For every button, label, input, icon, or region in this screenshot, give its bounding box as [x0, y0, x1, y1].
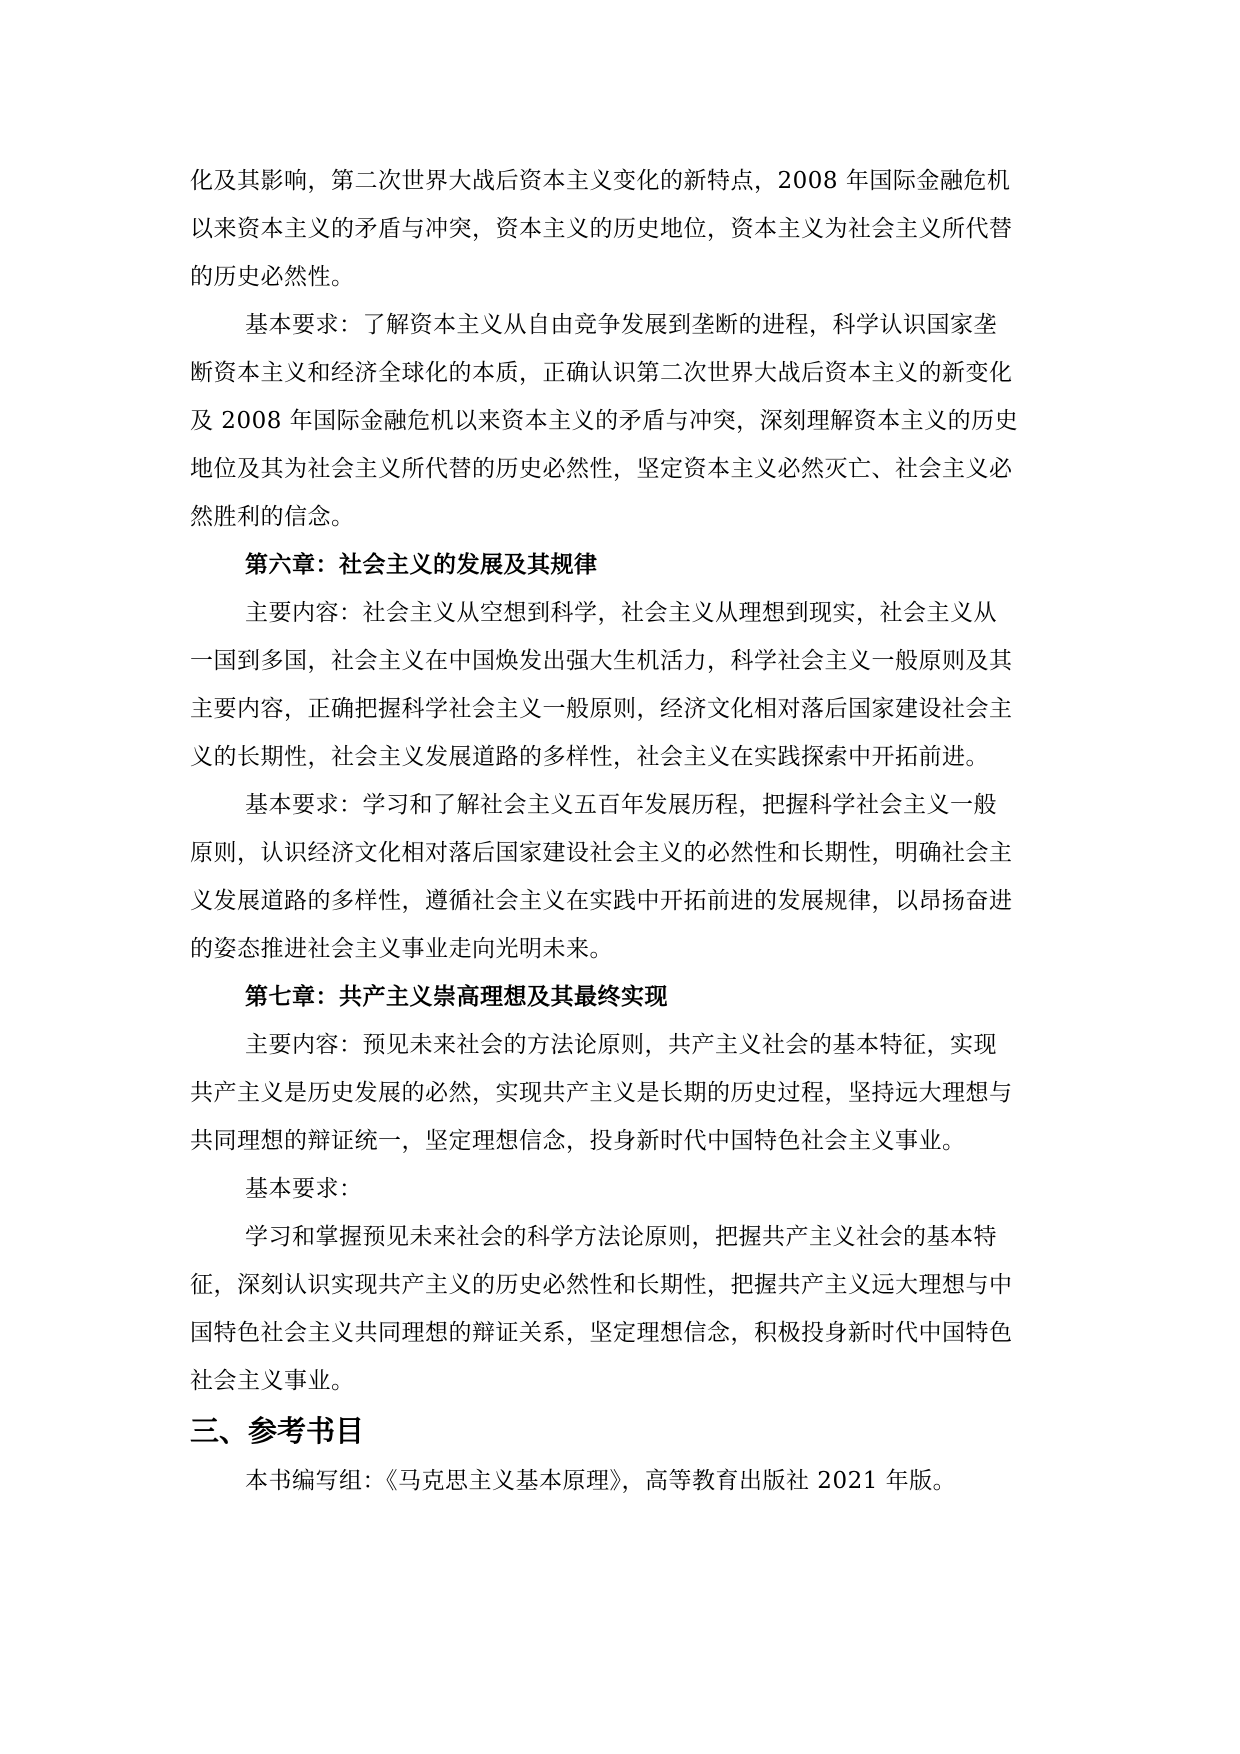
paragraph-line: 化及其影响，第二次世界大战后资本主义变化的新特点，2008 年国际金融危机: [190, 168, 1011, 194]
paragraph-line: 基本要求：了解资本主义从自由竞争发展到垄断的进程，科学认识国家垄: [245, 312, 997, 338]
chapter-6-title: 第六章：社会主义的发展及其规律: [245, 552, 598, 578]
paragraph-line: 共同理想的辩证统一，坚定理想信念，投身新时代中国特色社会主义事业。: [190, 1128, 966, 1154]
paragraph-line: 一国到多国，社会主义在中国焕发出强大生机活力，科学社会主义一般原则及其: [190, 648, 1013, 674]
paragraph-line: 基本要求：学习和了解社会主义五百年发展历程，把握科学社会主义一般: [245, 792, 997, 818]
section-3-title: 三、参考书目: [190, 1414, 365, 1448]
paragraph-line: 义的长期性，社会主义发展道路的多样性，社会主义在实践探索中开拓前进。: [190, 744, 989, 770]
paragraph-line: 原则，认识经济文化相对落后国家建设社会主义的必然性和长期性，明确社会主: [190, 840, 1013, 866]
paragraph-line: 征，深刻认识实现共产主义的历史必然性和长期性，把握共产主义远大理想与中: [190, 1272, 1013, 1298]
paragraph-line: 地位及其为社会主义所代替的历史必然性，坚定资本主义必然灭亡、社会主义必: [190, 456, 1013, 482]
paragraph-line: 断资本主义和经济全球化的本质，正确认识第二次世界大战后资本主义的新变化: [190, 360, 1013, 386]
paragraph-line: 共产主义是历史发展的必然，实现共产主义是长期的历史过程，坚持远大理想与: [190, 1080, 1013, 1106]
paragraph-line: 的历史必然性。: [190, 264, 355, 290]
paragraph-line: 义发展道路的多样性，遵循社会主义在实践中开拓前进的发展规律，以昂扬奋进: [190, 888, 1013, 914]
paragraph-line: 及 2008 年国际金融危机以来资本主义的矛盾与冲突，深刻理解资本主义的历史: [190, 408, 1019, 434]
paragraph-line: 主要内容：社会主义从空想到科学，社会主义从理想到现实，社会主义从: [245, 600, 997, 626]
reference-entry: 本书编写组：《马克思主义基本原理》，高等教育出版社 2021 年版。: [245, 1468, 957, 1494]
requirement-label: 基本要求：: [245, 1176, 363, 1202]
paragraph-line: 主要内容：预见未来社会的方法论原则，共产主义社会的基本特征，实现: [245, 1032, 997, 1058]
paragraph-line: 国特色社会主义共同理想的辩证关系，坚定理想信念，积极投身新时代中国特色: [190, 1320, 1013, 1346]
paragraph-line: 主要内容，正确把握科学社会主义一般原则，经济文化相对落后国家建设社会主: [190, 696, 1013, 722]
paragraph-line: 的姿态推进社会主义事业走向光明未来。: [190, 936, 613, 962]
paragraph-line: 以来资本主义的矛盾与冲突，资本主义的历史地位，资本主义为社会主义所代替: [190, 216, 1013, 242]
chapter-7-title: 第七章：共产主义崇高理想及其最终实现: [245, 984, 668, 1010]
paragraph-line: 然胜利的信念。: [190, 504, 355, 530]
paragraph-line: 社会主义事业。: [190, 1368, 355, 1394]
paragraph-line: 学习和掌握预见未来社会的科学方法论原则，把握共产主义社会的基本特: [245, 1224, 997, 1250]
